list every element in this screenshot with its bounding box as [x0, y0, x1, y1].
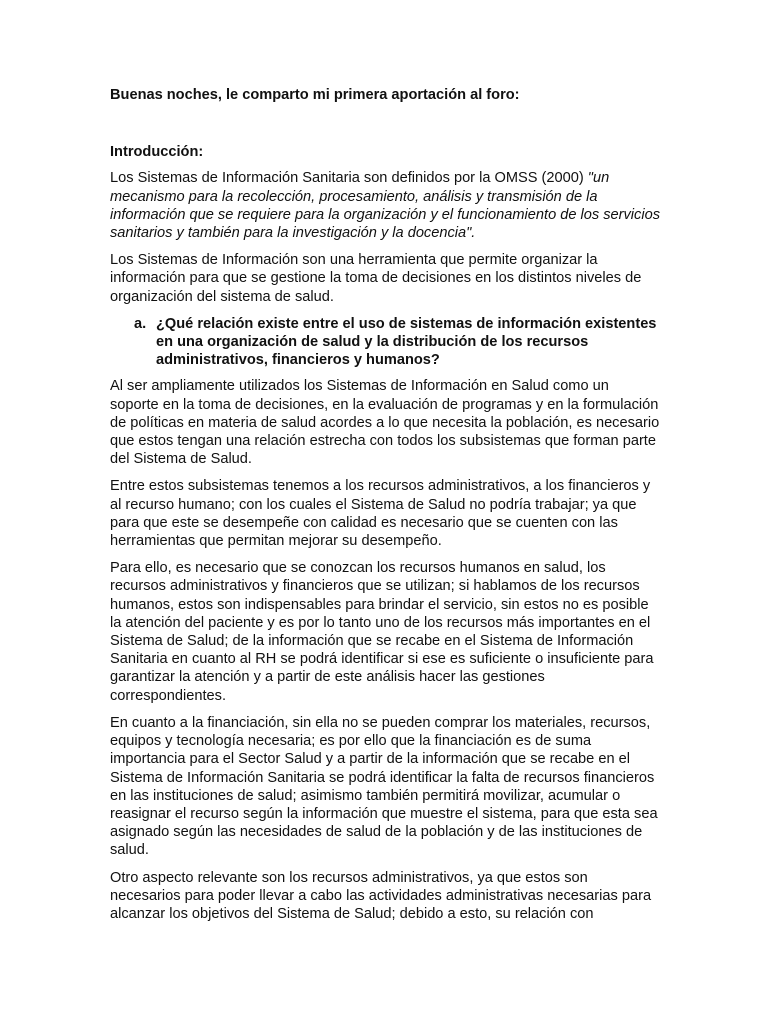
- question-text: ¿Qué relación existe entre el uso de sistemas de información existentes en una organización de salud y la distribución de los recursos administrativos, financieros y humanos?: [156, 315, 657, 369]
- intro-paragraph-1-text: Los Sistemas de Información Sanitaria son definidos por la OMSS (2000): [110, 170, 588, 187]
- answer-paragraph-1: Al ser ampliamente utilizados los Sistemas de Información en Salud como un soporte en la toma de decisiones, en la evaluación de programas y en la formulación de políticas en materia de salud acordes a lo que necesita la población, es necesario que estos tengan una relación estrecha con todos los subsistemas que forman parte del Sistema de Salud.: [110, 378, 660, 468]
- document-page: [110, 86, 660, 932]
- intro-paragraph-1: [110, 169, 660, 242]
- question-item: [134, 315, 660, 370]
- omss-definition-quote: "un mecanismo para la recolección, procesamiento, análisis y transmisión de la información que se requiere para la organización y el funcionamiento de los servicios sanitarios y también para la investigación y la docencia".: [110, 170, 661, 242]
- answer-paragraph-4: En cuanto a la financiación, sin ella no se pueden comprar los materiales, recursos, equipos y tecnología necesaria; es por ello que la financiación es de suma importancia para el Sector Salud y a partir de la información que se recabe en el Sistema de Información Sanitaria se podrá identificar la falta de recursos financieros en las instituciones de salud; asimismo también permitirá movilizar, acumular o reasignar el recurso según la información que muestre el sistema, para que esta sea asignado según las necesidades de salud de la población y de las instituciones de salud.: [110, 714, 658, 859]
- intro-title: Introducción:: [110, 144, 204, 161]
- answer-paragraph-3: Para ello, es necesario que se conozcan los recursos humanos en salud, los recursos administrativos y financieros que se utilizan; si hablamos de los recursos humanos, estos son indispensables para brindar el servicio, sin estos no es posible la atención del paciente y es por lo tanto uno de los recursos más importantes en el Sistema de Salud; de la información que se recabe en el Sistema de Información Sanitaria en cuanto al RH se podrá identificar si ese es suficiente o insuficiente para garantizar la atención y a partir de este análisis hacer las gestiones correspondientes.: [110, 560, 654, 704]
- greeting-heading: Buenas noches, le comparto mi primera aportación al foro:: [110, 87, 520, 103]
- answer-paragraph-2: Entre estos subsistemas tenemos a los recursos administrativos, a los financieros y al recurso humano; con los cuales el Sistema de Salud no podría trabajar; ya que para que este se desempeñe con calidad es necesario que se cuenten con las herramientas que permitan mejorar su desempeño.: [110, 478, 651, 550]
- question-marker: a.: [134, 315, 147, 332]
- intro-paragraph-2: Los Sistemas de Información son una herramienta que permite organizar la información para que se gestione la toma de decisiones en los distintos niveles de organización del sistema de salud.: [110, 252, 642, 305]
- answer-paragraph-5: Otro aspecto relevante son los recursos administrativos, ya que estos son necesarios para poder llevar a cabo las actividades administrativas necesarias para alcanzar los objetivos del Sistema de Salud; debido a esto, su relación con: [110, 869, 652, 922]
